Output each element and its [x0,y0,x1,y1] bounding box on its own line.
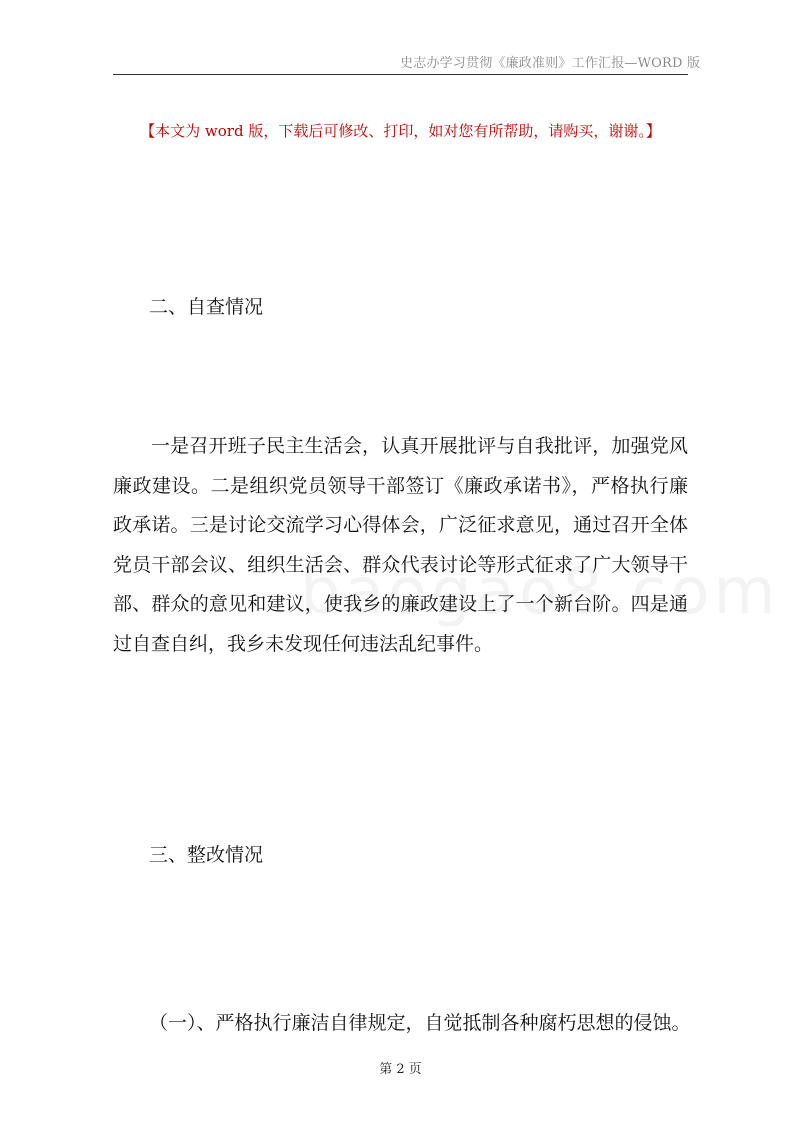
document-header-title: 史志办学习贯彻《廉政准则》工作汇报—WORD 版 [400,56,701,71]
header-divider [113,74,688,75]
section-two-heading: 二、自查情况 [149,296,264,318]
page-number: 第 2 页 [379,1062,422,1077]
purchase-notice: 【本文为 word 版，下载后可修改、打印，如对您有所帮助，请购买，谢谢。】 [140,122,661,140]
section-three-item-one: （一）、严格执行廉洁自律规定，自觉抵制各种腐朽思想的侵蚀。 [149,1012,691,1034]
section-three-heading: 三、整改情况 [149,844,264,866]
section-two-paragraph: 一是召开班子民主生活会，认真开展批评与自我批评，加强党风廉政建设。二是组织党员领导干部签订《廉政承诺书》，严格执行廉政承诺。三是讨论交流学习心得体会，广泛征求意见，通过召开全体党员干部会议、组织生活会、群众代表讨论等形式征求了广大领导干部、群众的意见和建议，使我乡的廉政建设上了一个新台阶。四是通过自查自纠，我乡未发现任何违法乱纪事件。 [113,435,688,655]
